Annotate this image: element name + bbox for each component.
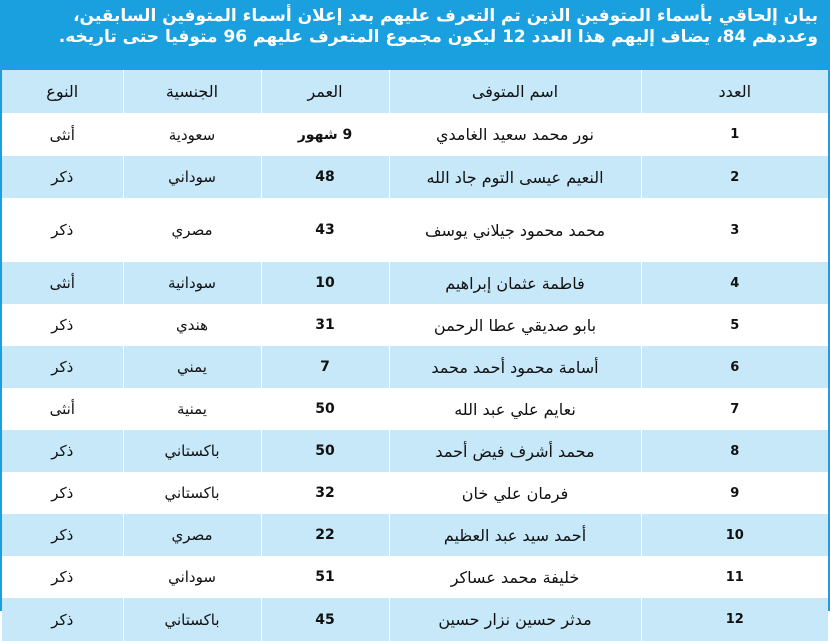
page-title: بيان إلحاقي بأسماء المتوفين الذين تم التعرف عليهم بعد إعلان أسماء المتوفين السابقين، وعددهم 84، يضاف إليهم هذا العدد 12 ليكون مجموع المتعرف عليهم 96 متوفيا حتى تاريخه. (2, 2, 828, 70)
cell-name: فرمان علي خان (389, 472, 641, 514)
cell-name: خليفة محمد عساكر (389, 556, 641, 598)
cell-age: 51 (261, 556, 389, 598)
cell-name: بابو صديقي عطا الرحمن (389, 304, 641, 346)
cell-age: 50 (261, 388, 389, 430)
cell-number: 12 (641, 598, 828, 641)
cell-gender: ذكر (2, 598, 123, 641)
cell-nationality: سوداني (123, 156, 261, 198)
table-row (2, 346, 828, 388)
cell-number: 4 (641, 262, 828, 304)
cell-number: 6 (641, 346, 828, 388)
table-row (2, 388, 828, 430)
table-row (2, 430, 828, 472)
cell-age: 45 (261, 598, 389, 641)
cell-name: محمد محمود جيلاني يوسف (389, 198, 641, 262)
cell-gender: ذكر (2, 556, 123, 598)
table-row (2, 113, 828, 156)
cell-gender: ذكر (2, 346, 123, 388)
cell-name: أحمد سيد عبد العظيم (389, 514, 641, 556)
column-header-number: العدد (641, 70, 828, 113)
cell-nationality: باكستاني (123, 430, 261, 472)
cell-age: 31 (261, 304, 389, 346)
cell-name: النعيم عيسى التوم جاد الله (389, 156, 641, 198)
table-row (2, 304, 828, 346)
cell-number: 9 (641, 472, 828, 514)
table-row (2, 472, 828, 514)
cell-age: 9 شهور (261, 113, 389, 156)
cell-number: 11 (641, 556, 828, 598)
cell-name: محمد أشرف فيض أحمد (389, 430, 641, 472)
cell-name: نعايم علي عبد الله (389, 388, 641, 430)
cell-name: مدثر حسين نزار حسين (389, 598, 641, 641)
column-header-age: العمر (261, 70, 389, 113)
table-row (2, 514, 828, 556)
table-row (2, 156, 828, 198)
cell-gender: ذكر (2, 156, 123, 198)
cell-nationality: مصري (123, 514, 261, 556)
cell-name: فاطمة عثمان إبراهيم (389, 262, 641, 304)
cell-number: 1 (641, 113, 828, 156)
cell-nationality: سعودية (123, 113, 261, 156)
cell-nationality: هندي (123, 304, 261, 346)
deceased-table (2, 70, 828, 641)
cell-nationality: باكستاني (123, 598, 261, 641)
cell-nationality: سوداني (123, 556, 261, 598)
cell-gender: ذكر (2, 472, 123, 514)
cell-age: 43 (261, 198, 389, 262)
column-header-nationality: الجنسية (123, 70, 261, 113)
table-row (2, 198, 828, 262)
cell-gender: ذكر (2, 198, 123, 262)
cell-number: 10 (641, 514, 828, 556)
cell-gender: ذكر (2, 430, 123, 472)
cell-age: 48 (261, 156, 389, 198)
cell-number: 8 (641, 430, 828, 472)
cell-name: نور محمد سعيد الغامدي (389, 113, 641, 156)
cell-nationality: مصري (123, 198, 261, 262)
column-header-gender: النوع (2, 70, 123, 113)
cell-age: 10 (261, 262, 389, 304)
cell-nationality: يمني (123, 346, 261, 388)
cell-gender: ذكر (2, 304, 123, 346)
table-row (2, 262, 828, 304)
table-header-row (2, 70, 828, 113)
cell-age: 50 (261, 430, 389, 472)
table-row (2, 598, 828, 641)
cell-gender: أنثى (2, 113, 123, 156)
cell-age: 22 (261, 514, 389, 556)
cell-gender: ذكر (2, 514, 123, 556)
cell-number: 5 (641, 304, 828, 346)
cell-gender: أنثى (2, 262, 123, 304)
cell-age: 32 (261, 472, 389, 514)
cell-age: 7 (261, 346, 389, 388)
cell-gender: أنثى (2, 388, 123, 430)
cell-name: أسامة محمود أحمد محمد (389, 346, 641, 388)
cell-nationality: يمنية (123, 388, 261, 430)
cell-number: 7 (641, 388, 828, 430)
cell-nationality: سودانية (123, 262, 261, 304)
cell-number: 3 (641, 198, 828, 262)
cell-nationality: باكستاني (123, 472, 261, 514)
cell-number: 2 (641, 156, 828, 198)
table-row (2, 556, 828, 598)
column-header-name: اسم المتوفى (389, 70, 641, 113)
